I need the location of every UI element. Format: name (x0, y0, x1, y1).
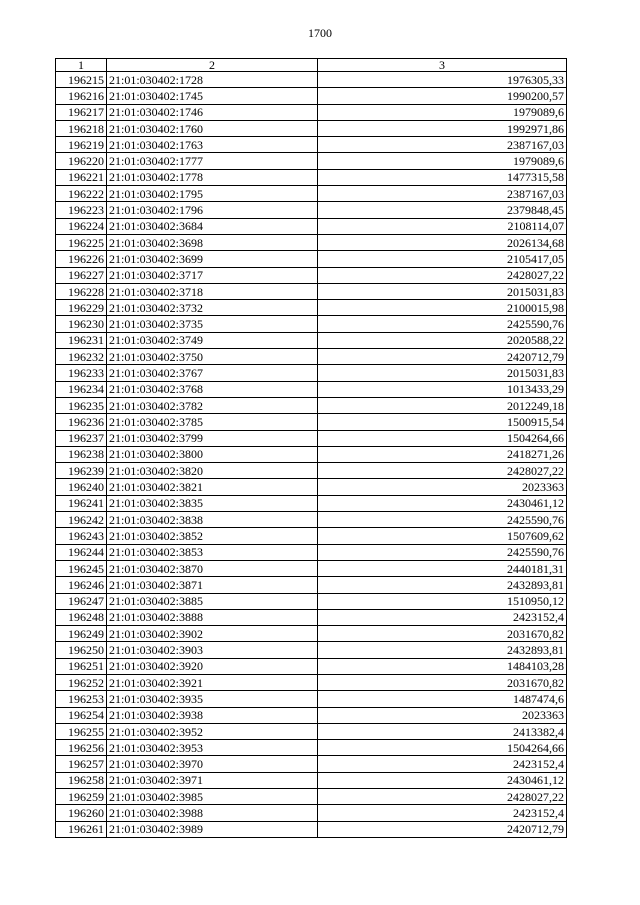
column-header-2: 2 (107, 59, 318, 72)
row-number-cell: 196257 (56, 756, 107, 772)
row-number-cell: 196239 (56, 463, 107, 479)
table-row (56, 316, 567, 332)
value-cell: 2430461,12 (318, 772, 567, 788)
table-row (56, 772, 567, 788)
row-number-cell: 196229 (56, 300, 107, 316)
cadastral-number-cell: 21:01:030402:1796 (107, 202, 318, 218)
table-row (56, 609, 567, 625)
value-cell: 1477315,58 (318, 169, 567, 185)
cadastral-number-cell: 21:01:030402:3732 (107, 300, 318, 316)
value-cell: 2015031,83 (318, 365, 567, 381)
value-cell: 2428027,22 (318, 463, 567, 479)
row-number-cell: 196242 (56, 512, 107, 528)
row-number-cell: 196235 (56, 397, 107, 413)
table-row (56, 104, 567, 120)
cadastral-number-cell: 21:01:030402:1763 (107, 137, 318, 153)
table-row (56, 88, 567, 104)
cadastral-number-cell: 21:01:030402:3821 (107, 479, 318, 495)
table-row (56, 300, 567, 316)
value-cell: 2425590,76 (318, 512, 567, 528)
row-number-cell: 196249 (56, 626, 107, 642)
cadastral-number-cell: 21:01:030402:3750 (107, 349, 318, 365)
value-cell: 1500915,54 (318, 414, 567, 430)
row-number-cell: 196224 (56, 218, 107, 234)
row-number-cell: 196255 (56, 723, 107, 739)
value-cell: 2430461,12 (318, 495, 567, 511)
cadastral-number-cell: 21:01:030402:3838 (107, 512, 318, 528)
value-cell: 2020588,22 (318, 332, 567, 348)
value-cell: 2015031,83 (318, 283, 567, 299)
cadastral-number-cell: 21:01:030402:3852 (107, 528, 318, 544)
cadastral-number-cell: 21:01:030402:3698 (107, 234, 318, 250)
value-cell: 1504264,66 (318, 430, 567, 446)
value-cell: 1484103,28 (318, 658, 567, 674)
table-row (56, 658, 567, 674)
row-number-cell: 196222 (56, 186, 107, 202)
value-cell: 2432893,81 (318, 642, 567, 658)
table-row (56, 495, 567, 511)
cadastral-number-cell: 21:01:030402:3835 (107, 495, 318, 511)
cadastral-number-cell: 21:01:030402:3699 (107, 251, 318, 267)
cadastral-number-cell: 21:01:030402:3749 (107, 332, 318, 348)
value-cell: 2425590,76 (318, 544, 567, 560)
cadastral-number-cell: 21:01:030402:3820 (107, 463, 318, 479)
row-number-cell: 196245 (56, 560, 107, 576)
row-number-cell: 196221 (56, 169, 107, 185)
table-row (56, 202, 567, 218)
table-row (56, 642, 567, 658)
table-body (56, 72, 567, 838)
cadastral-number-cell: 21:01:030402:1778 (107, 169, 318, 185)
value-cell: 2023363 (318, 479, 567, 495)
table-header-row (56, 59, 567, 72)
row-number-cell: 196234 (56, 381, 107, 397)
table-row (56, 414, 567, 430)
table-row (56, 740, 567, 756)
table-row (56, 397, 567, 413)
value-cell: 2387167,03 (318, 137, 567, 153)
value-cell: 2423152,4 (318, 805, 567, 821)
table-row (56, 381, 567, 397)
row-number-cell: 196225 (56, 234, 107, 250)
value-cell: 2428027,22 (318, 789, 567, 805)
row-number-cell: 196230 (56, 316, 107, 332)
cadastral-number-cell: 21:01:030402:3989 (107, 821, 318, 837)
row-number-cell: 196231 (56, 332, 107, 348)
table-row (56, 821, 567, 837)
cadastral-number-cell: 21:01:030402:3785 (107, 414, 318, 430)
table-row (56, 349, 567, 365)
cadastral-number-cell: 21:01:030402:3717 (107, 267, 318, 283)
value-cell: 2418271,26 (318, 446, 567, 462)
cadastral-number-cell: 21:01:030402:1728 (107, 72, 318, 88)
table-row (56, 120, 567, 136)
value-cell: 2031670,82 (318, 626, 567, 642)
cadastral-number-cell: 21:01:030402:3782 (107, 397, 318, 413)
row-number-cell: 196243 (56, 528, 107, 544)
row-number-cell: 196232 (56, 349, 107, 365)
cadastral-number-cell: 21:01:030402:3952 (107, 723, 318, 739)
table-row (56, 723, 567, 739)
table-row (56, 251, 567, 267)
table-row (56, 283, 567, 299)
row-number-cell: 196250 (56, 642, 107, 658)
table-row (56, 560, 567, 576)
value-cell: 1990200,57 (318, 88, 567, 104)
table-row (56, 707, 567, 723)
table-row (56, 626, 567, 642)
row-number-cell: 196261 (56, 821, 107, 837)
value-cell: 1487474,6 (318, 691, 567, 707)
cadastral-number-cell: 21:01:030402:3953 (107, 740, 318, 756)
row-number-cell: 196246 (56, 577, 107, 593)
cadastral-number-cell: 21:01:030402:3935 (107, 691, 318, 707)
row-number-cell: 196240 (56, 479, 107, 495)
table-row (56, 544, 567, 560)
value-cell: 2440181,31 (318, 560, 567, 576)
table-row (56, 365, 567, 381)
row-number-cell: 196217 (56, 104, 107, 120)
table-row (56, 512, 567, 528)
row-number-cell: 196259 (56, 789, 107, 805)
table-row (56, 267, 567, 283)
cadastral-number-cell: 21:01:030402:3938 (107, 707, 318, 723)
cadastral-number-cell: 21:01:030402:3768 (107, 381, 318, 397)
table-row (56, 674, 567, 690)
row-number-cell: 196241 (56, 495, 107, 511)
table-row (56, 186, 567, 202)
cadastral-number-cell: 21:01:030402:3888 (107, 609, 318, 625)
table-row (56, 169, 567, 185)
table-row (56, 332, 567, 348)
cadastral-number-cell: 21:01:030402:3684 (107, 218, 318, 234)
cadastral-number-cell: 21:01:030402:3799 (107, 430, 318, 446)
cadastral-number-cell: 21:01:030402:1795 (107, 186, 318, 202)
cadastral-number-cell: 21:01:030402:3718 (107, 283, 318, 299)
value-cell: 2423152,4 (318, 609, 567, 625)
cadastral-number-cell: 21:01:030402:1777 (107, 153, 318, 169)
row-number-cell: 196219 (56, 137, 107, 153)
table-row (56, 528, 567, 544)
table-row (56, 463, 567, 479)
cadastral-number-cell: 21:01:030402:1760 (107, 120, 318, 136)
cadastral-number-cell: 21:01:030402:3885 (107, 593, 318, 609)
row-number-cell: 196238 (56, 446, 107, 462)
table-row (56, 218, 567, 234)
row-number-cell: 196252 (56, 674, 107, 690)
value-cell: 1976305,33 (318, 72, 567, 88)
table-row (56, 446, 567, 462)
value-cell: 2105417,05 (318, 251, 567, 267)
value-cell: 2420712,79 (318, 821, 567, 837)
table-row (56, 577, 567, 593)
value-cell: 2423152,4 (318, 756, 567, 772)
value-cell: 1507609,62 (318, 528, 567, 544)
cadastral-number-cell: 21:01:030402:3971 (107, 772, 318, 788)
row-number-cell: 196251 (56, 658, 107, 674)
cadastral-number-cell: 21:01:030402:3871 (107, 577, 318, 593)
row-number-cell: 196226 (56, 251, 107, 267)
row-number-cell: 196220 (56, 153, 107, 169)
column-header-1: 1 (56, 59, 107, 72)
value-cell: 2108114,07 (318, 218, 567, 234)
value-cell: 1013433,29 (318, 381, 567, 397)
cadastral-number-cell: 21:01:030402:3988 (107, 805, 318, 821)
cadastral-number-cell: 21:01:030402:3985 (107, 789, 318, 805)
value-cell: 2026134,68 (318, 234, 567, 250)
value-cell: 1992971,86 (318, 120, 567, 136)
column-header-3: 3 (318, 59, 567, 72)
table-row (56, 234, 567, 250)
table-row (56, 137, 567, 153)
table-row (56, 72, 567, 88)
value-cell: 1504264,66 (318, 740, 567, 756)
value-cell: 1979089,6 (318, 153, 567, 169)
value-cell: 2420712,79 (318, 349, 567, 365)
row-number-cell: 196244 (56, 544, 107, 560)
cadastral-number-cell: 21:01:030402:3921 (107, 674, 318, 690)
data-table (55, 58, 567, 838)
value-cell: 2425590,76 (318, 316, 567, 332)
table-row (56, 691, 567, 707)
table-row (56, 789, 567, 805)
value-cell: 2023363 (318, 707, 567, 723)
value-cell: 1510950,12 (318, 593, 567, 609)
table-row (56, 805, 567, 821)
row-number-cell: 196256 (56, 740, 107, 756)
row-number-cell: 196223 (56, 202, 107, 218)
row-number-cell: 196260 (56, 805, 107, 821)
value-cell: 2379848,45 (318, 202, 567, 218)
cadastral-number-cell: 21:01:030402:3903 (107, 642, 318, 658)
row-number-cell: 196248 (56, 609, 107, 625)
row-number-cell: 196253 (56, 691, 107, 707)
row-number-cell: 196236 (56, 414, 107, 430)
value-cell: 2031670,82 (318, 674, 567, 690)
row-number-cell: 196233 (56, 365, 107, 381)
cadastral-number-cell: 21:01:030402:3920 (107, 658, 318, 674)
table-row (56, 153, 567, 169)
table-row (56, 479, 567, 495)
cadastral-number-cell: 21:01:030402:3902 (107, 626, 318, 642)
row-number-cell: 196237 (56, 430, 107, 446)
cadastral-number-cell: 21:01:030402:3735 (107, 316, 318, 332)
row-number-cell: 196218 (56, 120, 107, 136)
value-cell: 2413382,4 (318, 723, 567, 739)
cadastral-number-cell: 21:01:030402:3800 (107, 446, 318, 462)
cadastral-number-cell: 21:01:030402:1745 (107, 88, 318, 104)
table-row (56, 593, 567, 609)
table-row (56, 756, 567, 772)
value-cell: 2012249,18 (318, 397, 567, 413)
value-cell: 2100015,98 (318, 300, 567, 316)
cadastral-number-cell: 21:01:030402:3853 (107, 544, 318, 560)
table-row (56, 430, 567, 446)
row-number-cell: 196247 (56, 593, 107, 609)
page-number: 1700 (308, 26, 332, 40)
row-number-cell: 196228 (56, 283, 107, 299)
value-cell: 2428027,22 (318, 267, 567, 283)
cadastral-number-cell: 21:01:030402:1746 (107, 104, 318, 120)
row-number-cell: 196254 (56, 707, 107, 723)
value-cell: 1979089,6 (318, 104, 567, 120)
row-number-cell: 196215 (56, 72, 107, 88)
row-number-cell: 196227 (56, 267, 107, 283)
cadastral-number-cell: 21:01:030402:3970 (107, 756, 318, 772)
row-number-cell: 196216 (56, 88, 107, 104)
value-cell: 2387167,03 (318, 186, 567, 202)
row-number-cell: 196258 (56, 772, 107, 788)
cadastral-number-cell: 21:01:030402:3870 (107, 560, 318, 576)
value-cell: 2432893,81 (318, 577, 567, 593)
cadastral-number-cell: 21:01:030402:3767 (107, 365, 318, 381)
